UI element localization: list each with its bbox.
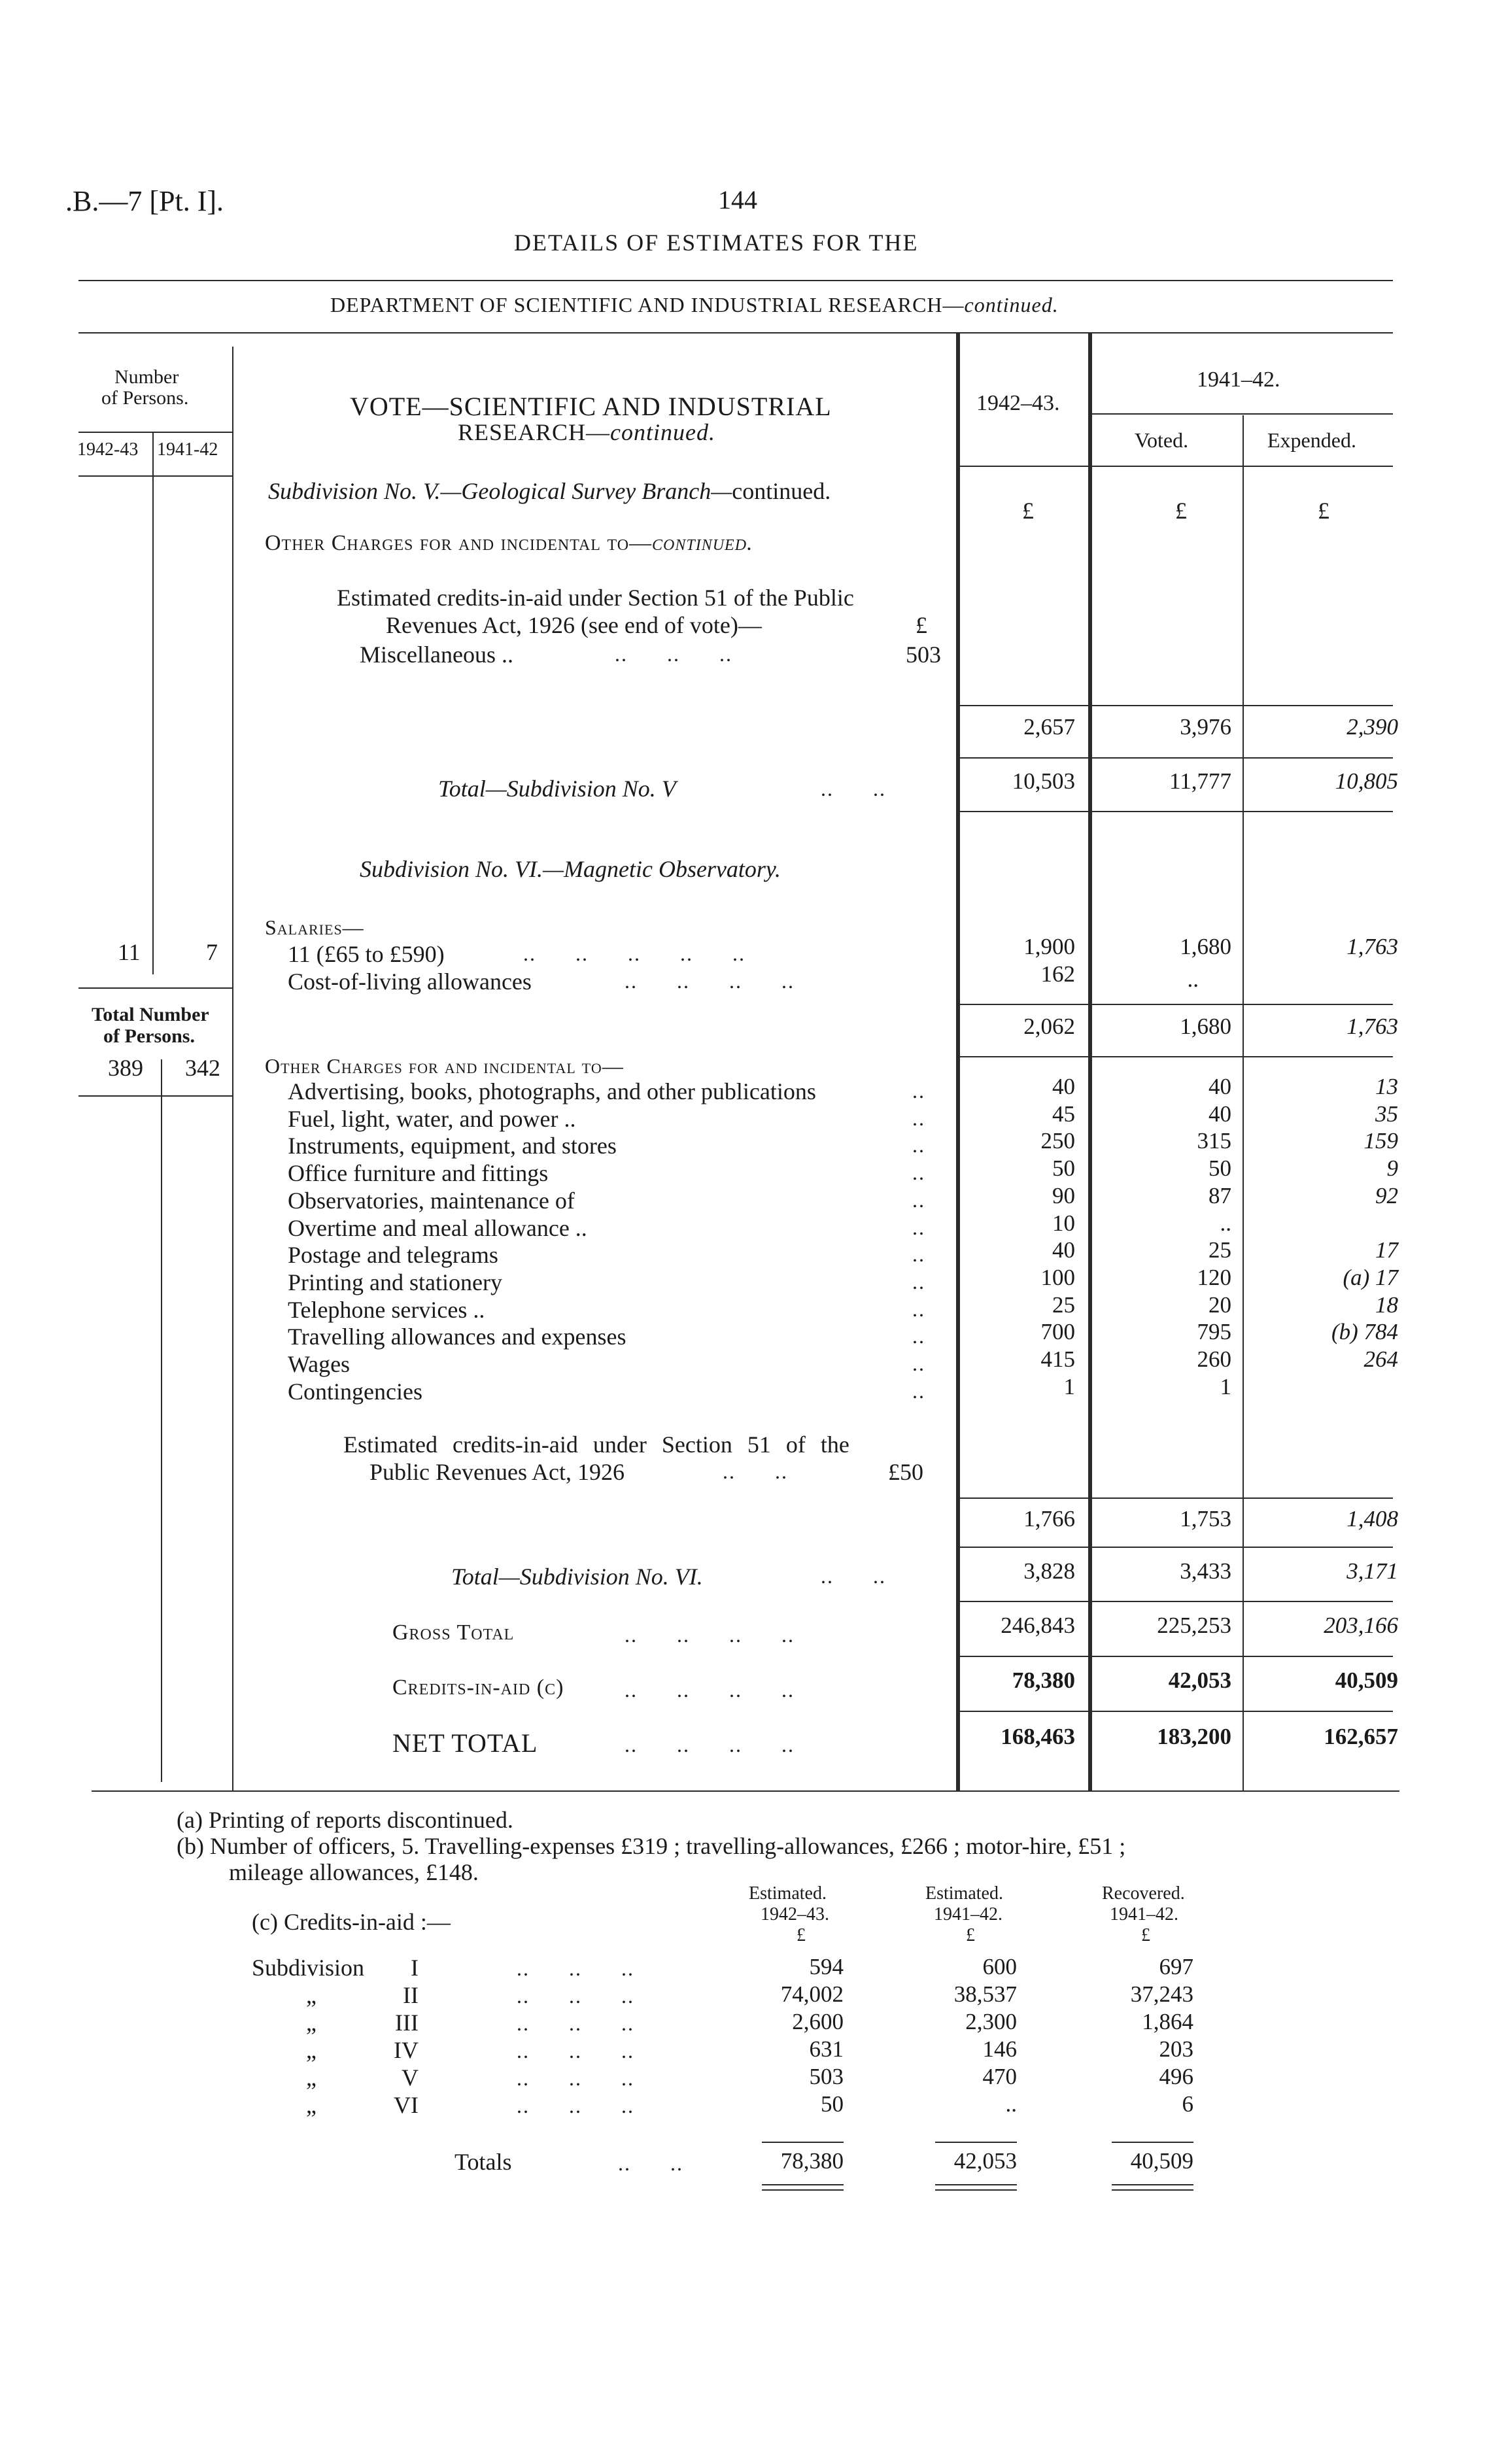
credits-row-dots: .. .. .. xyxy=(517,2066,634,2090)
sub6-item-current: 90 xyxy=(1052,1183,1075,1208)
credits-total-dbl-2b xyxy=(935,2189,1017,2191)
sub6-salary-item-2-dots: .. .. .. .. xyxy=(625,969,795,993)
gross-total-voted: 225,253 xyxy=(1157,1613,1231,1638)
sub6-item-leader-dots: .. xyxy=(912,1161,925,1184)
credits-row-subdivision: IV xyxy=(394,2037,419,2063)
persons-year-prev: 1941-42 xyxy=(157,439,218,460)
persons-split-rule-2 xyxy=(161,1059,162,1782)
gross-total-current: 246,843 xyxy=(1001,1613,1075,1638)
sub6-item-label: Advertising, books, photographs, and other publications xyxy=(288,1078,816,1104)
sub6-persons-current: 11 xyxy=(118,939,141,965)
credits-in-aid-label: Credits-in-aid (c) xyxy=(392,1675,564,1700)
credits-totals-est-4142: 42,053 xyxy=(953,2148,1017,2174)
credits-total-rule-2-top xyxy=(935,2142,1017,2143)
footnote-b-line-2: mileage allowances, £148. xyxy=(229,1859,479,1885)
credits-header-rec-4142-l3: £ xyxy=(1141,1925,1150,1945)
credits-row-subdivision: III xyxy=(395,2010,419,2036)
sub6-item-label: Office furniture and fittings xyxy=(288,1160,549,1186)
sub6-item-label: Overtime and meal allowance .. xyxy=(288,1215,587,1241)
persons-header-label-2: of Persons. xyxy=(101,387,189,409)
sub6-item-voted: 120 xyxy=(1197,1265,1231,1290)
voted-header-rule xyxy=(1091,413,1393,415)
credits-header-est-4243-l2: 1942–43. xyxy=(761,1904,829,1925)
sub6-salary-item-1-voted: 1,680 xyxy=(1180,934,1231,959)
credits-total-dbl-1b xyxy=(762,2189,844,2191)
sub6-item-voted: 260 xyxy=(1197,1346,1231,1372)
persons-header-rule xyxy=(78,432,232,433)
persons-total-rule-1 xyxy=(78,987,232,989)
gross-total-expended: 203,166 xyxy=(1324,1613,1398,1638)
sub6-item-current: 100 xyxy=(1040,1265,1075,1290)
credits-row-est-4243: 631 xyxy=(809,2036,844,2062)
credits-header-est-4243-l1: Estimated. xyxy=(749,1883,827,1904)
department-title xyxy=(330,293,1059,317)
pound-sign-current: £ xyxy=(1022,498,1034,524)
credits-row-est-4243: 594 xyxy=(809,1954,844,1979)
sub6-item-expended: 264 xyxy=(1363,1346,1398,1372)
sub6-item-voted: 315 xyxy=(1197,1128,1231,1154)
credits-row-est-4142: 600 xyxy=(982,1954,1017,1979)
sub6-credits-line-2: Public Revenues Act, 1926 xyxy=(369,1459,625,1485)
credits-header-est-4142-l3: £ xyxy=(966,1925,975,1945)
sub6-item-leader-dots: .. xyxy=(912,1324,925,1348)
sub6-persons-prev: 7 xyxy=(206,939,218,965)
page-number: 144 xyxy=(718,185,757,214)
sub5-heading-cont: continued. xyxy=(732,478,831,504)
credits-row-est-4142: 38,537 xyxy=(953,1981,1017,2007)
table-bottom-rule xyxy=(92,1790,1399,1792)
credits-in-aid-rule xyxy=(959,1711,1393,1712)
sub5-other-charges-text: Other Charges for and incidental to— xyxy=(265,531,653,555)
sub6-salary-item-2: Cost-of-living allowances xyxy=(288,968,532,995)
credits-row-est-4243: 50 xyxy=(821,2091,844,2117)
sub6-item-leader-dots: .. xyxy=(912,1379,925,1403)
net-total-current: 168,463 xyxy=(1001,1724,1075,1749)
vote-title-research: RESEARCH— xyxy=(458,419,611,445)
sub6-item-current: 50 xyxy=(1052,1155,1075,1181)
credits-row-dots: .. .. .. xyxy=(517,1957,634,1980)
persons-header-label-1: Number xyxy=(114,366,179,388)
credits-row-prefix: „ xyxy=(306,2092,317,2118)
pound-sign-expended: £ xyxy=(1318,498,1329,524)
sub5-other-charges xyxy=(265,531,753,556)
persons-split-rule-1 xyxy=(152,432,154,974)
sub6-item-leader-dots: .. xyxy=(912,1188,925,1212)
sub6-item-expended: 9 xyxy=(1386,1155,1398,1181)
credits-row-est-4142: 470 xyxy=(982,2064,1017,2089)
sub6-item-current: 25 xyxy=(1052,1292,1075,1318)
credits-row-est-4243: 74,002 xyxy=(780,1981,844,2007)
total-persons-label-1: Total Number xyxy=(92,1004,209,1025)
year-current-header: 1942–43. xyxy=(976,391,1060,415)
credits-total-rule-1-top xyxy=(762,2142,844,2143)
department-continued: continued. xyxy=(964,293,1059,317)
sub6-salary-item-1-expended: 1,763 xyxy=(1346,934,1398,959)
sub6-item-current: 45 xyxy=(1052,1101,1075,1127)
credits-totals-rec-4142: 40,509 xyxy=(1130,2148,1193,2174)
credits-row-rec-4142: 1,864 xyxy=(1142,2009,1193,2034)
sub6-item-current: 40 xyxy=(1052,1237,1075,1263)
sub6-item-voted: 40 xyxy=(1208,1101,1231,1127)
sub6-item-expended: 18 xyxy=(1375,1292,1398,1318)
sub6-item-label: Travelling allowances and expenses xyxy=(288,1324,626,1350)
credits-header-est-4243-l3: £ xyxy=(797,1925,806,1945)
header-rule-bottom xyxy=(78,332,1393,334)
credits-row-prefix: „ xyxy=(306,2037,317,2063)
credits-total-rule-3-top xyxy=(1112,2142,1193,2143)
credits-row-subdivision: II xyxy=(403,1982,419,2008)
sub5-heading xyxy=(268,477,831,505)
sub6-item-leader-dots: .. xyxy=(912,1352,925,1375)
sub5-credits-line-2: Revenues Act, 1926 (see end of vote)— xyxy=(386,612,762,638)
sub6-total-rule xyxy=(959,1601,1393,1602)
sub6-salary-item-1: 11 (£65 to £590) xyxy=(288,941,445,967)
credits-row-prefix: „ xyxy=(306,2010,317,2036)
credits-row-est-4142: 2,300 xyxy=(965,2009,1017,2034)
sub6-salary-item-1-current: 1,900 xyxy=(1023,934,1075,959)
sub6-item-label: Fuel, light, water, and power .. xyxy=(288,1106,576,1132)
credits-row-est-4243: 2,600 xyxy=(792,2009,844,2034)
sub6-total-voted: 3,433 xyxy=(1180,1558,1231,1584)
sub6-credits-line-1: Estimated credits-in-aid under Section 51 of the xyxy=(343,1431,849,1458)
sub5-credits-misc-amount: 503 xyxy=(906,642,941,668)
total-persons-prev: 342 xyxy=(185,1055,220,1081)
voted-header: Voted. xyxy=(1135,428,1189,452)
sub6-salary-total-voted: 1,680 xyxy=(1180,1014,1231,1039)
amount-header-rule xyxy=(959,466,1393,467)
page-title: DETAILS OF ESTIMATES FOR THE xyxy=(514,230,919,256)
sub5-total-current: 10,503 xyxy=(1012,768,1075,794)
sub6-item-leader-dots: .. xyxy=(912,1106,925,1130)
credits-row-rec-4142: 203 xyxy=(1159,2036,1193,2062)
sub5-subtotal-expended: 2,390 xyxy=(1346,714,1398,740)
credits-header-rec-4142-l2: 1941–42. xyxy=(1110,1904,1178,1925)
sub6-other-total-rule-bottom xyxy=(959,1547,1393,1548)
sub6-other-total-voted: 1,753 xyxy=(1180,1506,1231,1531)
credits-header-rec-4142-l1: Recovered. xyxy=(1102,1883,1185,1904)
credits-row-subdivision: VI xyxy=(394,2092,419,2118)
sub6-item-voted: 20 xyxy=(1208,1292,1231,1318)
credits-in-aid-voted: 42,053 xyxy=(1168,1668,1231,1693)
credits-totals-dots: .. .. xyxy=(618,2151,683,2175)
credits-row-est-4142: .. xyxy=(1005,2091,1017,2117)
sub6-other-total-current: 1,766 xyxy=(1023,1506,1075,1531)
sub5-other-charges-cont: continued. xyxy=(652,531,753,555)
sub6-other-total-rule-top xyxy=(959,1497,1393,1499)
sub6-item-expended: (b) 784 xyxy=(1331,1319,1398,1344)
sub6-salary-subtotal-rule-top xyxy=(959,1004,1393,1005)
sub6-item-current: 10 xyxy=(1052,1210,1075,1236)
sub6-item-label: Wages xyxy=(288,1351,351,1377)
credits-in-aid-dots: .. .. .. .. xyxy=(625,1678,795,1702)
credits-row-est-4142: 146 xyxy=(982,2036,1017,2062)
sub6-heading: Subdivision No. VI.—Magnetic Observatory. xyxy=(360,856,781,882)
sub6-salary-item-2-current: 162 xyxy=(1040,961,1075,987)
credits-row-prefix: „ xyxy=(306,1982,317,2008)
sub5-credits-misc: Miscellaneous .. xyxy=(360,642,513,668)
sub6-item-leader-dots: .. xyxy=(912,1297,925,1321)
sub5-subtotal-voted: 3,976 xyxy=(1180,714,1231,740)
credits-row-dots: .. .. .. xyxy=(517,2039,634,2062)
sub6-item-expended: 159 xyxy=(1363,1128,1398,1154)
sub6-item-leader-dots: .. xyxy=(912,1216,925,1239)
sub6-salary-subtotal-rule-bottom xyxy=(959,1056,1393,1057)
sub5-total-voted: 11,777 xyxy=(1169,768,1231,794)
sub6-item-leader-dots: .. xyxy=(912,1079,925,1103)
sub5-credits-dots: .. .. .. xyxy=(615,642,732,666)
credits-totals-label: Totals xyxy=(454,2149,512,2175)
credits-row-rec-4142: 37,243 xyxy=(1130,1981,1193,2007)
net-total-voted: 183,200 xyxy=(1157,1724,1231,1749)
sub5-total-label: Total—Subdivision No. V xyxy=(438,776,676,802)
sub5-subtotal-rule-bottom xyxy=(959,757,1393,759)
sub5-subtotal-rule-top xyxy=(959,705,1393,706)
sub6-item-expended: 92 xyxy=(1375,1183,1398,1208)
credits-row-prefix: „ xyxy=(306,2064,317,2091)
sub6-credits-amount: £50 xyxy=(888,1459,923,1485)
credits-header-est-4142-l2: 1941–42. xyxy=(934,1904,1003,1925)
sub6-total-expended: 3,171 xyxy=(1346,1558,1398,1584)
pound-sign-voted: £ xyxy=(1175,498,1187,524)
gross-total-rule xyxy=(959,1656,1393,1657)
sub6-item-leader-dots: .. xyxy=(912,1133,925,1157)
vote-title-line-2 xyxy=(458,419,715,446)
sub6-item-voted: 50 xyxy=(1208,1155,1231,1181)
sub6-total-label: Total—Subdivision No. VI. xyxy=(451,1564,703,1590)
sub6-total-current: 3,828 xyxy=(1023,1558,1075,1584)
sub6-item-current: 40 xyxy=(1052,1074,1075,1099)
sub6-total-dots: .. .. xyxy=(821,1564,886,1588)
sub6-salary-total-current: 2,062 xyxy=(1023,1014,1075,1039)
credits-header-est-4142-l1: Estimated. xyxy=(925,1883,1003,1904)
sub6-item-label: Contingencies xyxy=(288,1378,422,1405)
sub6-item-voted: .. xyxy=(1220,1210,1231,1236)
sub5-credits-pound: £ xyxy=(916,612,927,638)
credits-total-dbl-3a xyxy=(1112,2184,1193,2185)
sub6-item-voted: 87 xyxy=(1208,1183,1231,1208)
sub6-other-total-expended: 1,408 xyxy=(1346,1506,1398,1531)
credits-row-rec-4142: 496 xyxy=(1159,2064,1193,2089)
sub6-salaries-heading: Salaries— xyxy=(265,915,364,939)
credits-total-dbl-2a xyxy=(935,2184,1017,2185)
sub6-item-expended: 35 xyxy=(1375,1101,1398,1127)
sub6-item-leader-dots: .. xyxy=(912,1242,925,1266)
sub6-item-voted: 1 xyxy=(1220,1374,1231,1399)
sub6-item-expended: 17 xyxy=(1375,1237,1398,1263)
sub5-total-expended: 10,805 xyxy=(1335,768,1398,794)
credits-row-dots: .. .. .. xyxy=(517,1984,634,2008)
credits-total-dbl-3b xyxy=(1112,2189,1193,2191)
sub6-item-current: 700 xyxy=(1040,1319,1075,1344)
credits-row-subdivision: V xyxy=(402,2064,419,2091)
sub6-item-current: 415 xyxy=(1040,1346,1075,1372)
sub5-total-dots: .. .. xyxy=(821,777,886,800)
persons-header-rule-2 xyxy=(78,475,232,477)
sub6-item-voted: 795 xyxy=(1197,1319,1231,1344)
sub6-salary-item-2-voted: .. xyxy=(1187,967,1199,992)
sub6-item-label: Postage and telegrams xyxy=(288,1242,498,1268)
sub6-item-label: Instruments, equipment, and stores xyxy=(288,1133,617,1159)
sub6-item-expended: 13 xyxy=(1375,1074,1398,1099)
vote-title-continued: continued. xyxy=(610,419,716,445)
expended-header: Expended. xyxy=(1267,428,1356,452)
page-reference: .B.—7 [Pt. I]. xyxy=(65,185,224,217)
footnote-a: (a) Printing of reports discontinued. xyxy=(177,1807,513,1833)
footnote-b-line-1: (b) Number of officers, 5. Travelling-expenses £319 ; travelling-allowances, £266 ; motor-hire, £51 ; xyxy=(177,1833,1126,1859)
credits-in-aid-current: 78,380 xyxy=(1012,1668,1075,1693)
sub6-credits-dots: .. .. xyxy=(723,1460,788,1483)
sub5-subtotal-current: 2,657 xyxy=(1023,714,1075,740)
sub6-item-current: 250 xyxy=(1040,1128,1075,1154)
header-rule-top xyxy=(78,280,1393,281)
credits-row-est-4243: 503 xyxy=(809,2064,844,2089)
year-prev-header: 1941–42. xyxy=(1197,368,1280,392)
credits-row-subdivision: I xyxy=(411,1955,419,1981)
sub5-total-rule xyxy=(959,811,1393,812)
sub5-credits-line-1: Estimated credits-in-aid under Section 51 of the Public xyxy=(337,585,854,611)
sub6-item-label: Observatories, maintenance of xyxy=(288,1188,575,1214)
sub6-item-expended: (a) 17 xyxy=(1343,1265,1398,1290)
gross-total-label: Gross Total xyxy=(392,1620,515,1645)
department-name: DEPARTMENT OF SCIENTIFIC AND INDUSTRIAL RESEARCH— xyxy=(330,293,965,317)
credits-row-rec-4142: 6 xyxy=(1182,2091,1193,2117)
persons-year-current: 1942-43 xyxy=(77,439,139,460)
credits-total-dbl-1a xyxy=(762,2184,844,2185)
credits-totals-est-4243: 78,380 xyxy=(780,2148,844,2174)
sub6-item-leader-dots: .. xyxy=(912,1270,925,1293)
total-persons-current: 389 xyxy=(108,1055,143,1081)
sub6-item-current: 1 xyxy=(1063,1374,1075,1399)
gross-total-dots: .. .. .. .. xyxy=(625,1623,795,1647)
sub6-other-charges: Other Charges for and incidental to— xyxy=(265,1054,624,1078)
sub5-heading-text: Subdivision No. V.—Geological Survey Branch— xyxy=(268,478,732,504)
sub6-salary-item-1-dots: .. .. .. .. .. xyxy=(523,942,746,965)
sub6-item-label: Telephone services .. xyxy=(288,1297,485,1323)
sub6-item-label: Printing and stationery xyxy=(288,1269,502,1295)
sub6-item-voted: 25 xyxy=(1208,1237,1231,1263)
net-total-expended: 162,657 xyxy=(1324,1724,1398,1749)
credits-in-aid-expended: 40,509 xyxy=(1335,1668,1398,1693)
credits-row-rec-4142: 697 xyxy=(1159,1954,1193,1979)
sub6-item-voted: 40 xyxy=(1208,1074,1231,1099)
sub6-salary-total-expended: 1,763 xyxy=(1346,1014,1398,1039)
net-total-label: NET TOTAL xyxy=(392,1728,538,1758)
persons-total-rule-2 xyxy=(78,1095,232,1097)
total-persons-label-2: of Persons. xyxy=(103,1025,195,1047)
footnote-c: (c) Credits-in-aid :— xyxy=(252,1909,451,1935)
credits-row-prefix: Subdivision xyxy=(252,1955,365,1981)
persons-col-right-rule xyxy=(232,347,233,1792)
credits-row-dots: .. .. .. xyxy=(517,2011,634,2035)
vote-title-line-1: VOTE—SCIENTIFIC AND INDUSTRIAL xyxy=(350,392,832,421)
credits-row-dots: .. .. .. xyxy=(517,2094,634,2117)
net-total-dots: .. .. .. .. xyxy=(625,1733,795,1756)
